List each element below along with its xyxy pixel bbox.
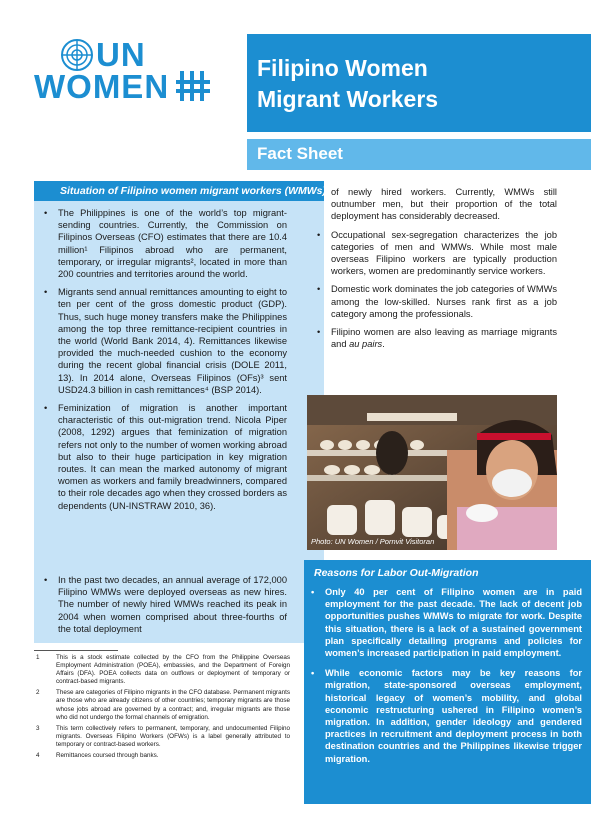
footnote-text: This term collectively refers to permanent, temporary, and undocumented Filipino migrants. Overseas Filipino Workers (OFWs) is a label generally attributed to temporary or contract-based workers. (56, 724, 290, 748)
reasons-list (307, 586, 582, 773)
list-item: • The Philippines is one of the world’s top migrant-sending countries. Currently, the Commission on Filipinos Overseas (CFO) estimates that there are 10.4 million¹ Filipinos abroad who are permanent, temporary, or irregular migrants², located in more than 200 countries and territories around the world. (40, 207, 287, 280)
list-item: • Feminization of migration is another important characteristic of this out-migration trend. Nicola Piper (2008, 1292) argues that feminization of migration refers not only to the number of women working abroad but also to their huge participation in key migration routes. It can mean the marked autonomy of migrant women as workers and family breadwinners, compared to their role decades ago when they crossed borders as dependents (UN-INSTRAW 2010, 36). (40, 402, 287, 512)
last-bullet-text: Filipino women are also leaving as marriage migrants and (331, 327, 557, 350)
worker-photo-image (307, 395, 557, 550)
subtitle-banner (247, 139, 591, 170)
situation-list-continued (40, 574, 287, 641)
situation-list (40, 207, 287, 518)
situation-heading-bar (34, 181, 324, 201)
page-title: Filipino Women Migrant Workers (257, 55, 439, 112)
situation-list-right (313, 186, 557, 356)
footnote-number: 4 (36, 752, 40, 760)
list-item: • Occupational sex-segregation characterizes the job categories of men and WMWs. While most male overseas Filipino workers are typically production workers, women are predominantly service workers. (313, 229, 557, 278)
list-item: • In the past two decades, an annual average of 172,000 Filipino WMWs were deployed overseas as new hires. The number of newly hired WMWs reached its peak in 2004 when women comprised about three-fourths of the total deployment (40, 574, 287, 635)
last-bullet-emphasis: au pairs (349, 339, 383, 350)
photo-credit: Photo: UN Women / Pornvit Visitoran (311, 537, 435, 546)
footnote-text: These are categories of Filipino migrants in the CFO database. Permanent migrants are those who are already citizens of other countries; temporary migrants are those whose jobs abroad are governed by a contract; and, irregular migrants are those who did not undergo the formal channels of emigration. (56, 689, 290, 721)
reasons-heading: Reasons for Labor Out-Migration (314, 567, 479, 579)
footnote-number: 1 (36, 654, 40, 661)
list-item: • While economic factors may be key reasons for migration, state-sponsored overseas employment, historical legacy of women’s mobility, and global economic restructuring ushered in Filipino women’s migration. In addition, gender ideology and gendered practices in recruitment and deployment process in both destination countries and the Philippines likewise trigger migration. (307, 667, 582, 765)
list-item: • Migrants send annual remittances amounting to eight to ten per cent of the gross domestic product (GDP). Thus, such huge money transfers make the Philippines among the top three remittance-recipient countries in the world (World Bank 2014, 4). Remittances likewise provided the much-needed cushion to the economy during the recent global financial crisis (DOLE 2011, 13). In 2014 alone, Overseas Filipinos (OFs)³ sent USD24.3 billion in cash remittances⁴ (BSP 2014). (40, 286, 287, 396)
footnote-number: 2 (36, 689, 40, 697)
logo-women-text: WOMEN (34, 68, 170, 105)
list-item: • Domestic work dominates the job categories of WMWs among the low-skilled. Nurses rank first as a job category among the professionals. (313, 283, 557, 320)
equality-mark-icon (176, 68, 214, 104)
situation-heading: Situation of Filipino women migrant workers (WMWs) (60, 185, 326, 197)
footnotes (34, 654, 290, 763)
footnote (34, 725, 290, 749)
continued-paragraph: of newly hired workers. Currently, WMWs still outnumber men, but their proportion of the total deployment has considerably decreased. (331, 187, 557, 222)
list-item (313, 326, 557, 350)
un-women-logo (34, 36, 234, 106)
page-subtitle: Fact Sheet (257, 144, 343, 163)
title-banner (247, 34, 591, 132)
footnote (34, 752, 290, 760)
footnote (34, 689, 290, 721)
logo-un-text: UN (96, 36, 146, 73)
footnote (34, 654, 290, 686)
footnote-divider (34, 650, 118, 651)
footnote-text: Remittances coursed through banks. (56, 752, 159, 760)
last-bullet-end: . (382, 339, 385, 350)
footnote-text: This is a stock estimate collected by the CFO from the Philippine Overseas Employment Administration (POEA), embassies, and the Department of Foreign Affairs (DFA). POEA collects data on outflows or deployment of temporary or contract-based migrants. (56, 654, 290, 686)
un-emblem-icon (60, 38, 94, 72)
list-item: • Only 40 per cent of Filipino women are in paid employment for the past decade. The lack of decent job opportunities pushes WMWs to migrate for work. Despite this situation, there is a lack of a sustained government plan specifically detailing programs and policies for women’s increased participation in paid employment. (307, 586, 582, 659)
factory-photo (307, 395, 557, 550)
footnote-number: 3 (36, 724, 40, 732)
